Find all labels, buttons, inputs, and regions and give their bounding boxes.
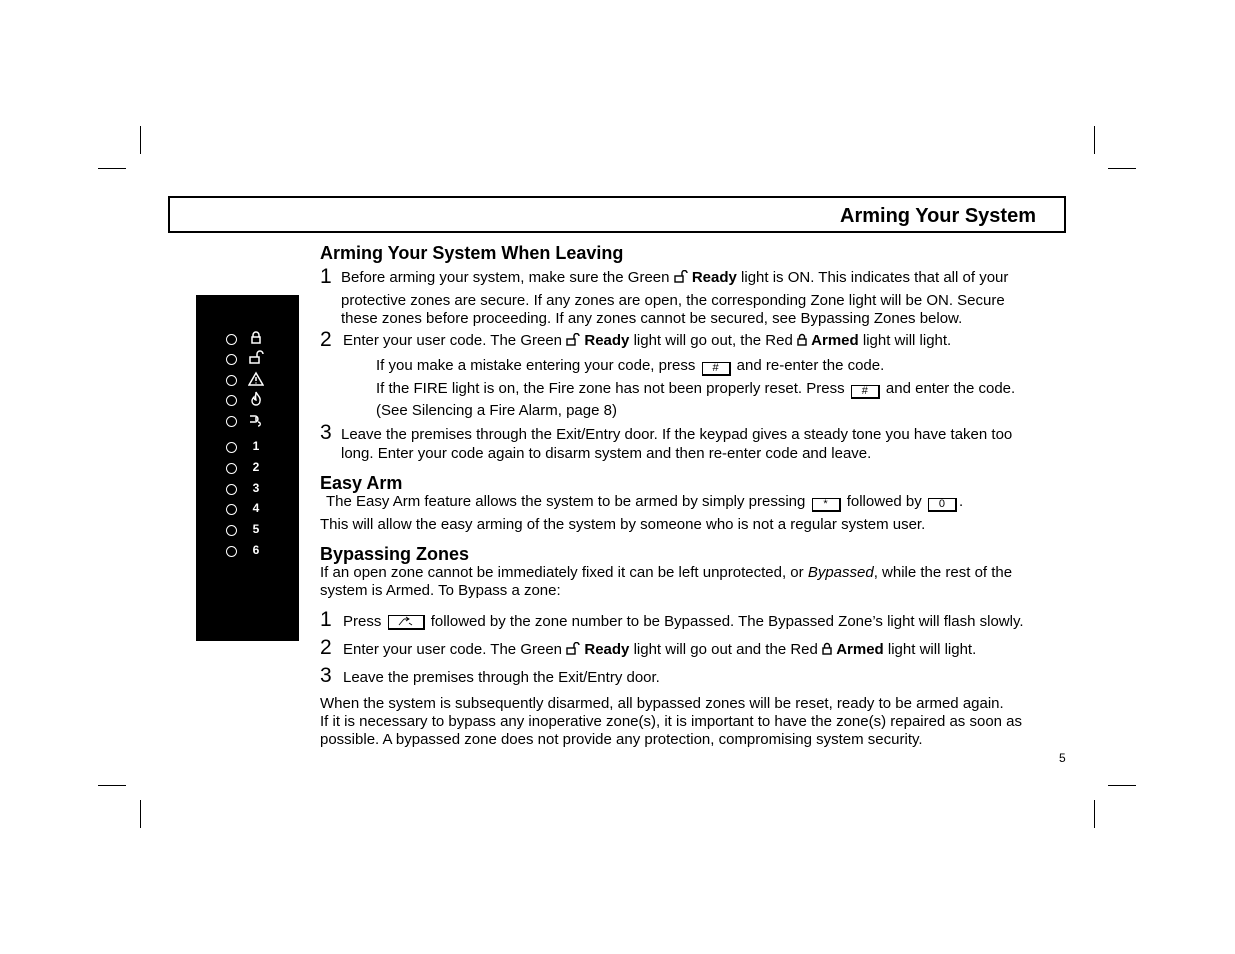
keypad-illustration <box>196 295 299 641</box>
step-number: 1 <box>320 265 332 288</box>
zone-row-6 <box>196 544 299 560</box>
bypass-outro: When the system is subsequently disarmed, all bypassed zones will be reset, ready to be armed again. <box>320 695 1004 712</box>
fire-icon <box>248 391 264 407</box>
status-light <box>226 416 237 427</box>
zone-light <box>226 442 237 453</box>
keypad-status-row <box>196 414 299 430</box>
crop-mark <box>140 126 141 154</box>
pound-key: # <box>702 362 731 376</box>
zone-row-3 <box>196 482 299 498</box>
lock-icon <box>248 330 264 346</box>
section-heading-leaving: Arming Your System When Leaving <box>320 243 624 263</box>
step-note: If you make a mistake entering your code, press # and re-enter the code. <box>376 357 885 374</box>
zone-row-1 <box>196 440 299 456</box>
step-number: 2 <box>320 328 332 351</box>
zone-number: 3 <box>252 481 260 495</box>
status-light <box>226 354 237 365</box>
step-number: 3 <box>320 421 332 444</box>
pound-key: # <box>851 385 880 399</box>
easy-arm-text: The Easy Arm feature allows the system to be armed by simply pressing * followed by 0 . <box>326 493 964 510</box>
unlock-icon <box>674 270 688 288</box>
unlock-icon <box>566 333 580 351</box>
bypass-intro: system is Armed. To Bypass a zone: <box>320 582 561 599</box>
lock-icon <box>822 642 832 660</box>
crop-mark <box>1108 168 1136 169</box>
step-text: protective zones are secure. If any zones are open, the corresponding Zone light will be ON. Secure <box>341 292 1005 309</box>
keypad-status-row <box>196 373 299 389</box>
zone-row-5 <box>196 523 299 539</box>
step-note: If the FIRE light is on, the Fire zone has not been properly reset. Press # and enter the code. <box>376 380 1016 397</box>
zone-light <box>226 484 237 495</box>
bypass-outro: If it is necessary to bypass any inoperative zone(s), it is important to have the zone(s) repaired as soon as <box>320 713 1023 730</box>
zone-number: 1 <box>252 439 260 453</box>
page-number: 5 <box>1059 751 1066 765</box>
keypad-status-row <box>196 393 299 409</box>
bypass-key <box>388 615 425 630</box>
unlock-icon <box>248 350 264 366</box>
step-number: 3 <box>320 664 332 687</box>
unlock-icon <box>566 642 580 660</box>
page-header <box>168 196 1066 233</box>
crop-mark <box>1094 126 1095 154</box>
zero-key: 0 <box>928 498 957 512</box>
bypass-outro: possible. A bypassed zone does not provide any protection, compromising system security. <box>320 731 923 748</box>
zone-light <box>226 504 237 515</box>
zone-light <box>226 525 237 536</box>
step-number: 1 <box>320 608 332 631</box>
bypass-intro: If an open zone cannot be immediately fixed it can be left unprotected, or Bypassed, while the rest of the <box>320 564 1013 581</box>
zone-light <box>226 463 237 474</box>
crop-mark <box>98 785 126 786</box>
status-light <box>226 375 237 386</box>
crop-mark <box>140 800 141 828</box>
lock-icon <box>797 333 807 351</box>
step-text: these zones before proceeding. If any zones cannot be secured, see Bypassing Zones below. <box>341 310 963 327</box>
zone-light <box>226 546 237 557</box>
zone-row-2 <box>196 461 299 477</box>
power-plug-icon <box>248 412 264 428</box>
star-key: * <box>812 498 841 512</box>
keypad-status-row <box>196 352 299 368</box>
step-text: Enter your user code. The Green Ready light will go out, the Red Armed light will light. <box>343 332 952 349</box>
zone-number: 2 <box>252 460 260 474</box>
crop-mark <box>1094 800 1095 828</box>
status-light <box>226 395 237 406</box>
step-text: Before arming your system, make sure the Green Ready light is ON. This indicates that all of your <box>341 269 1009 286</box>
bypass-icon <box>397 616 415 627</box>
page-title: Arming Your System <box>840 205 1036 227</box>
step-text: Enter your user code. The Green Ready light will go out and the Red Armed light will light. <box>343 641 977 658</box>
step-number: 2 <box>320 636 332 659</box>
easy-arm-text: This will allow the easy arming of the system by someone who is not a regular system user. <box>320 516 926 533</box>
step-text: Leave the premises through the Exit/Entry door. If the keypad gives a steady tone you have taken too <box>341 426 1013 443</box>
step-text: Press followed by the zone number to be Bypassed. The Bypassed Zone’s light will flash slowly. <box>343 613 1024 630</box>
crop-mark <box>1108 785 1136 786</box>
crop-mark <box>98 168 126 169</box>
section-heading-easy-arm: Easy Arm <box>320 473 403 493</box>
zone-row-4 <box>196 502 299 518</box>
step-note: (See Silencing a Fire Alarm, page 8) <box>376 402 617 419</box>
step-text: long. Enter your code again to disarm system and then re-enter code and leave. <box>341 445 872 462</box>
zone-number: 4 <box>252 501 260 515</box>
status-light <box>226 334 237 345</box>
section-heading-bypassing: Bypassing Zones <box>320 544 470 564</box>
zone-number: 6 <box>252 543 260 557</box>
zone-number: 5 <box>252 522 260 536</box>
step-text: Leave the premises through the Exit/Entry door. <box>343 669 660 686</box>
keypad-status-row <box>196 332 299 348</box>
warning-triangle-icon <box>248 371 264 387</box>
